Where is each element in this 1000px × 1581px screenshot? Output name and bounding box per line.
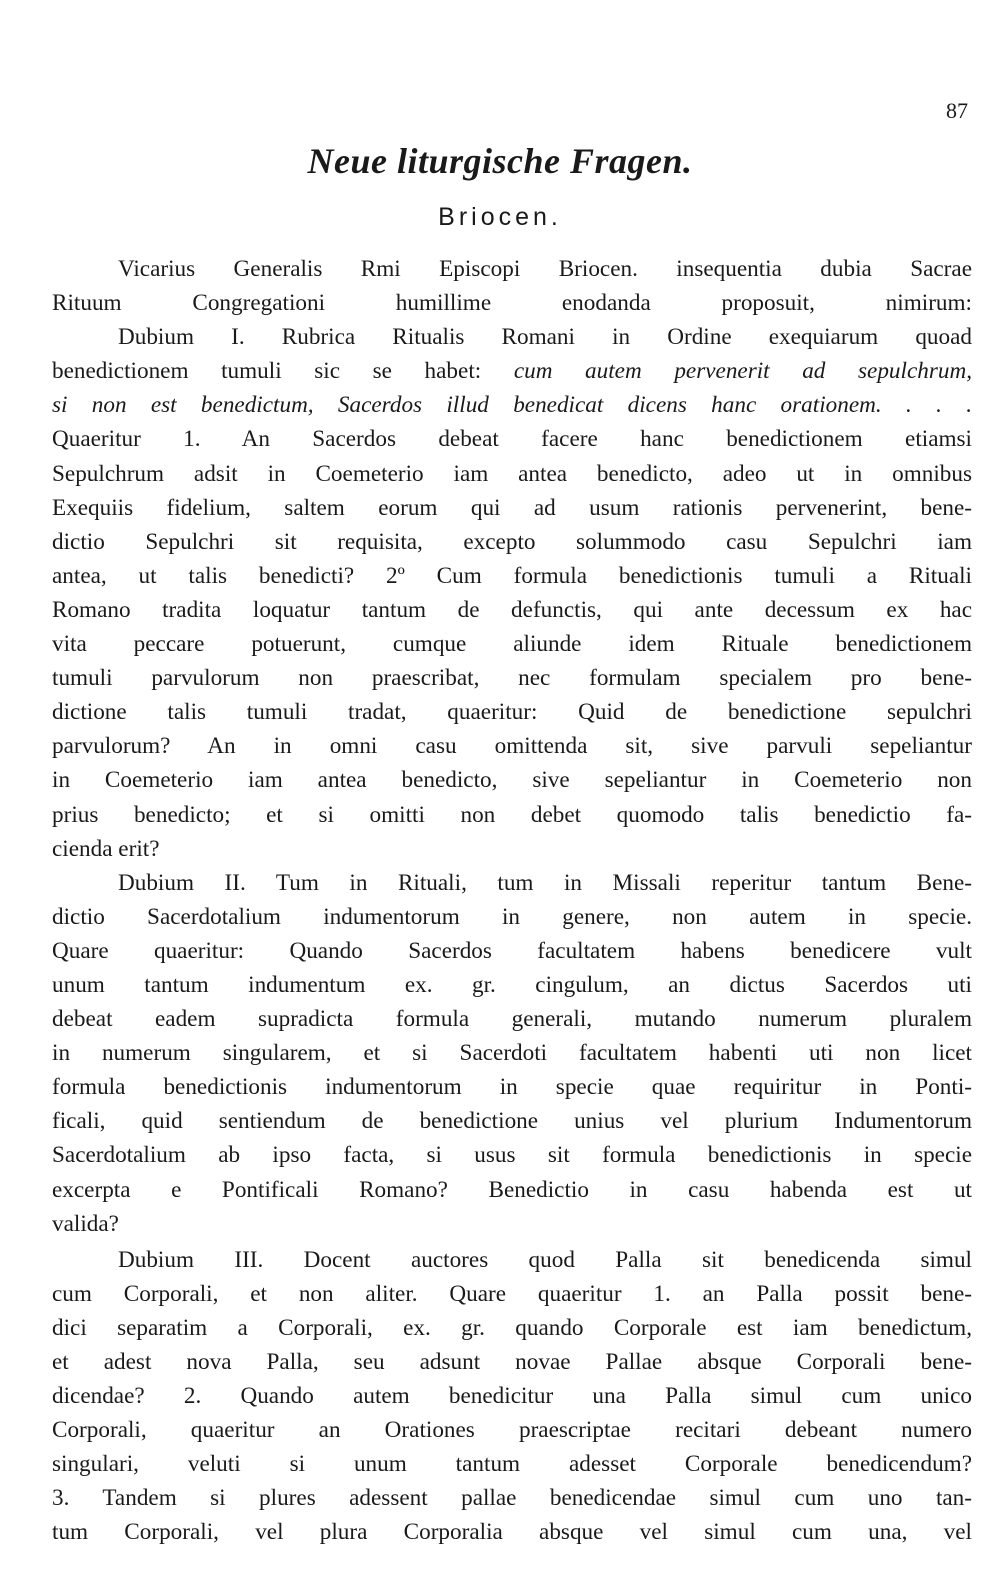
text-line: in numerum singularem, et si Sacerdoti facultatem habenti uti non licet (52, 1040, 972, 1067)
text-line: valida? (52, 1210, 119, 1237)
text-line: formula benedictionis indumentorum in specie quae requiritur in Ponti- (52, 1074, 972, 1101)
place-heading: Briocen. (438, 203, 562, 231)
text-line: Sacerdotalium ab ipso facta, si usus sit formula benedictionis in specie (52, 1142, 972, 1169)
text-line: dicendae? 2. Quando autem benedicitur una Palla simul cum unico (52, 1383, 972, 1410)
text-line: prius benedicto; et si omitti non debet quomodo talis benedictio fa- (52, 801, 972, 828)
text-line: dictione talis tumuli tradat, quaeritur: Quid de benedictione sepulchri (52, 699, 972, 726)
text-line: dictio Sepulchri sit requisita, excepto solummodo casu Sepulchri iam (52, 528, 972, 555)
text-line (52, 354, 972, 388)
text-line: Quaeritur 1. An Sacerdos debeat facere hanc benedictionem etiamsi (52, 426, 972, 453)
text-line: Sepulchrum adsit in Coemeterio iam antea benedicto, adeo ut in omnibus (52, 460, 972, 487)
text-line: Dubium III. Docent auctores quod Palla sit benedicenda simul (118, 1246, 972, 1273)
text-line: tum Corporali, vel plura Corporalia absque vel simul cum una, vel (52, 1519, 972, 1546)
text-line: dici separatim a Corporali, ex. gr. quando Corporale est iam benedictum, (52, 1314, 972, 1341)
text-line: in Coemeterio iam antea benedicto, sive sepeliantur in Coemeterio non (52, 767, 972, 794)
text-line: Rituum Congregationi humillime enodanda proposuit, nimirum: (52, 290, 972, 317)
text-line: Romano tradita loquatur tantum de defunctis, qui ante decessum ex hac (52, 596, 972, 623)
text-line: cum Corporali, et non aliter. Quare quaeritur 1. an Palla possit bene- (52, 1280, 972, 1307)
text-line: Exequiis fidelium, saltem eorum qui ad usum rationis pervenerint, bene- (52, 494, 972, 521)
text-line: ficali, quid sentiendum de benedictione unius vel plurium Indumentorum (52, 1108, 972, 1135)
text-line (52, 388, 972, 422)
page-number: 87 (946, 98, 968, 123)
text-line: antea, ut talis benedicti? 2º Cum formula benedictionis tumuli a Rituali (52, 562, 972, 589)
text-line: Corporali, quaeritur an Orationes praescriptae recitari debeant numero (52, 1417, 972, 1444)
text-line: dictio Sacerdotalium indumentorum in genere, non autem in specie. (52, 903, 972, 930)
text-line: parvulorum? An in omni casu omittenda sit, sive parvuli sepeliantur (52, 733, 972, 760)
text-line: unum tantum indumentum ex. gr. cingulum, an dictus Sacerdos uti (52, 971, 972, 998)
text-line: Dubium I. Rubrica Ritualis Romani in Ordine exequiarum quoad (118, 324, 972, 351)
italic-quote: si non est benedictum, Sacerdos illud benedicat dicens hanc orationem. . . . (52, 392, 972, 419)
text-line: cienda erit? (52, 835, 160, 862)
text-line: vita peccare potuerunt, cumque aliunde idem Rituale benedictionem (52, 631, 972, 658)
text-line: excerpta e Pontificali Romano? Benedictio in casu habenda est ut (52, 1176, 972, 1203)
text-line: Quare quaeritur: Quando Sacerdos facultatem habens benedicere vult (52, 937, 972, 964)
text-fragment: benedictionem tumuli sic se habet: (52, 358, 482, 385)
text-line: 3. Tandem si plures adessent pallae benedicendae simul cum uno tan- (52, 1485, 972, 1512)
text-line: debeat eadem supradicta formula generali, mutando numerum pluralem (52, 1006, 972, 1033)
text-line: tumuli parvulorum non praescribat, nec formulam specialem pro bene- (52, 665, 972, 692)
text-line: Vicarius Generalis Rmi Episcopi Briocen. insequentia dubia Sacrae (118, 256, 972, 282)
text-line: et adest nova Palla, seu adsunt novae Pallae absque Corporali bene- (52, 1349, 972, 1375)
italic-quote: cum autem pervenerit ad sepulchrum, (513, 358, 972, 385)
text-line: singulari, veluti si unum tantum adesset Corporale benedicendum? (52, 1451, 972, 1478)
body-text (52, 252, 972, 1550)
page-title: Neue liturgische Fragen. (307, 141, 693, 181)
text-line: Dubium II. Tum in Rituali, tum in Missali reperitur tantum Bene- (118, 869, 972, 896)
